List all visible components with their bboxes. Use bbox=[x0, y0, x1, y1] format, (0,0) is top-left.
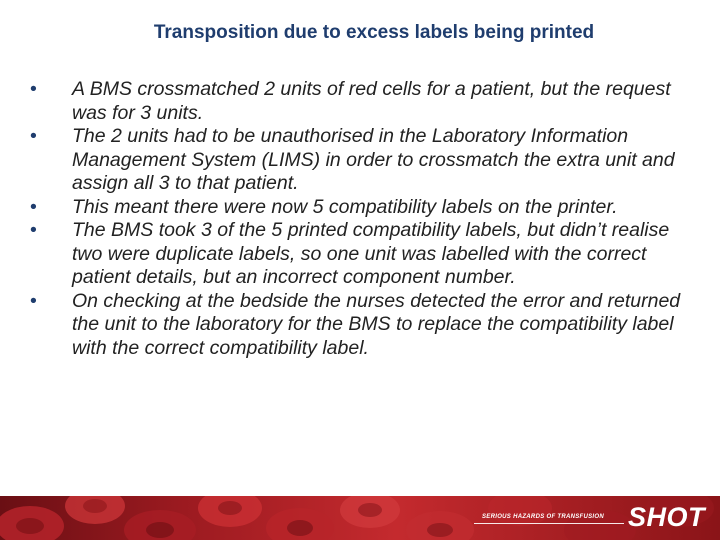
bullet-text: On checking at the bedside the nurses detected the error and returned the unit to the laboratory for the BMS to replace the compatibility label with the correct compatibility label. bbox=[72, 289, 681, 359]
tagline-rule bbox=[474, 523, 624, 524]
footer-tagline: SERIOUS HAZARDS OF TRANSFUSION bbox=[482, 514, 605, 520]
red-cells-background-image bbox=[0, 496, 720, 540]
bullet-list bbox=[30, 78, 690, 360]
shot-logo: SHOT bbox=[628, 502, 706, 532]
bullet-text: This meant there were now 5 compatibility labels on the printer. bbox=[72, 195, 618, 218]
bullet-marker: • bbox=[30, 125, 37, 147]
bullet-marker: • bbox=[30, 289, 37, 312]
bullet-item bbox=[30, 78, 690, 125]
bullet-item bbox=[30, 219, 690, 290]
bullet-text: The 2 units had to be unauthorised in the Laboratory Information Management System (LIMS) in order to crossmatch the extra unit and assign all 3 to that patient. bbox=[72, 125, 675, 194]
bullet-marker: • bbox=[30, 78, 37, 100]
bullet-item bbox=[30, 196, 690, 220]
bullet-marker: • bbox=[30, 195, 37, 218]
bullet-text: The BMS took 3 of the 5 printed compatibility labels, but didn’t realise two were duplicate labels, so one unit was labelled with the correct patient details, but an incorrect component number. bbox=[72, 219, 670, 288]
bullet-item bbox=[30, 125, 690, 196]
bullet-marker: • bbox=[30, 219, 37, 241]
bullet-text: A BMS crossmatched 2 units of red cells for a patient, but the request was for 3 units. bbox=[72, 78, 671, 124]
slide-title: Transposition due to excess labels being printed bbox=[153, 22, 595, 43]
bullet-item bbox=[30, 290, 690, 361]
footer-banner bbox=[0, 496, 720, 540]
